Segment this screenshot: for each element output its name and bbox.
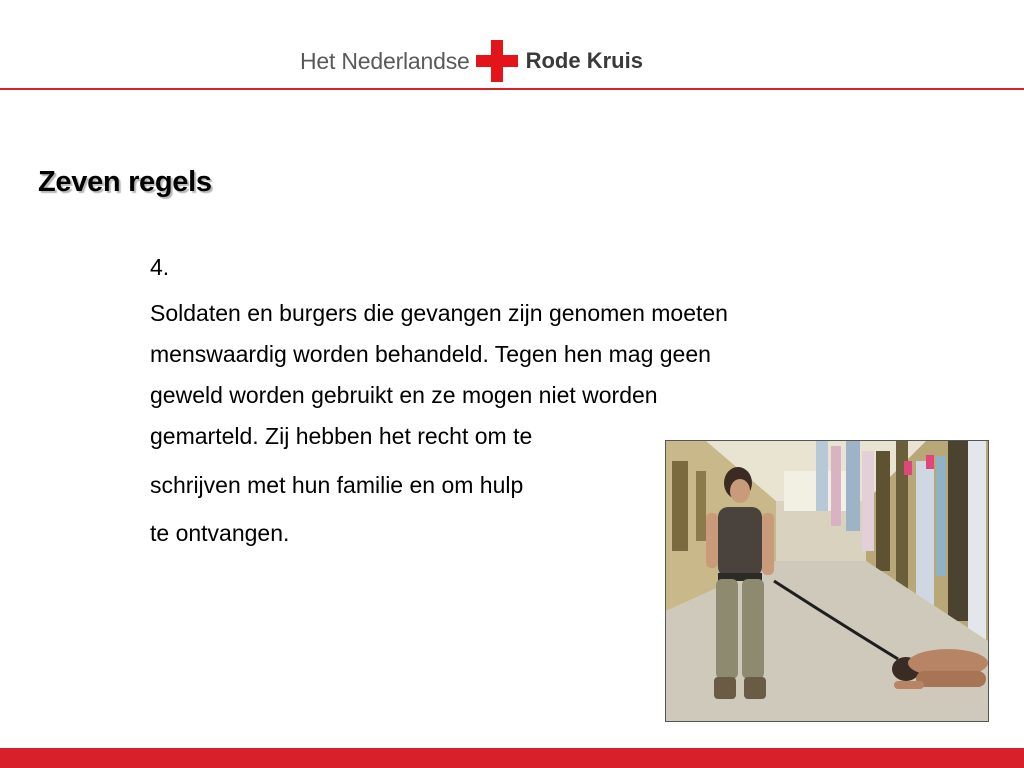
rule-text-line: menswaardig worden behandeld. Tegen hen mag geen <box>150 341 711 367</box>
rule-text-line: geweld worden gebruikt en ze mogen niet worden <box>150 382 658 408</box>
photo-prison-corridor <box>665 440 989 722</box>
rule-text-line: schrijven met hun familie en om hulp <box>150 472 524 498</box>
red-cross-logo <box>300 40 643 82</box>
logo-text-right: Rode Kruis <box>525 48 643 73</box>
slide-title: Zeven regels <box>38 166 212 198</box>
rule-number: 4. <box>150 254 170 280</box>
photo-icon <box>666 441 988 721</box>
red-cross-icon <box>476 40 518 82</box>
logo-text-left: Het Nederlandse <box>300 47 470 74</box>
footer-bar <box>0 748 1024 768</box>
rule-text-line: Soldaten en burgers die gevangen zijn genomen moeten <box>150 300 728 326</box>
rule-text-line: te ontvangen. <box>150 520 290 546</box>
header-divider <box>0 88 1024 90</box>
rule-text-line: gemarteld. Zij hebben het recht om te <box>150 423 533 449</box>
